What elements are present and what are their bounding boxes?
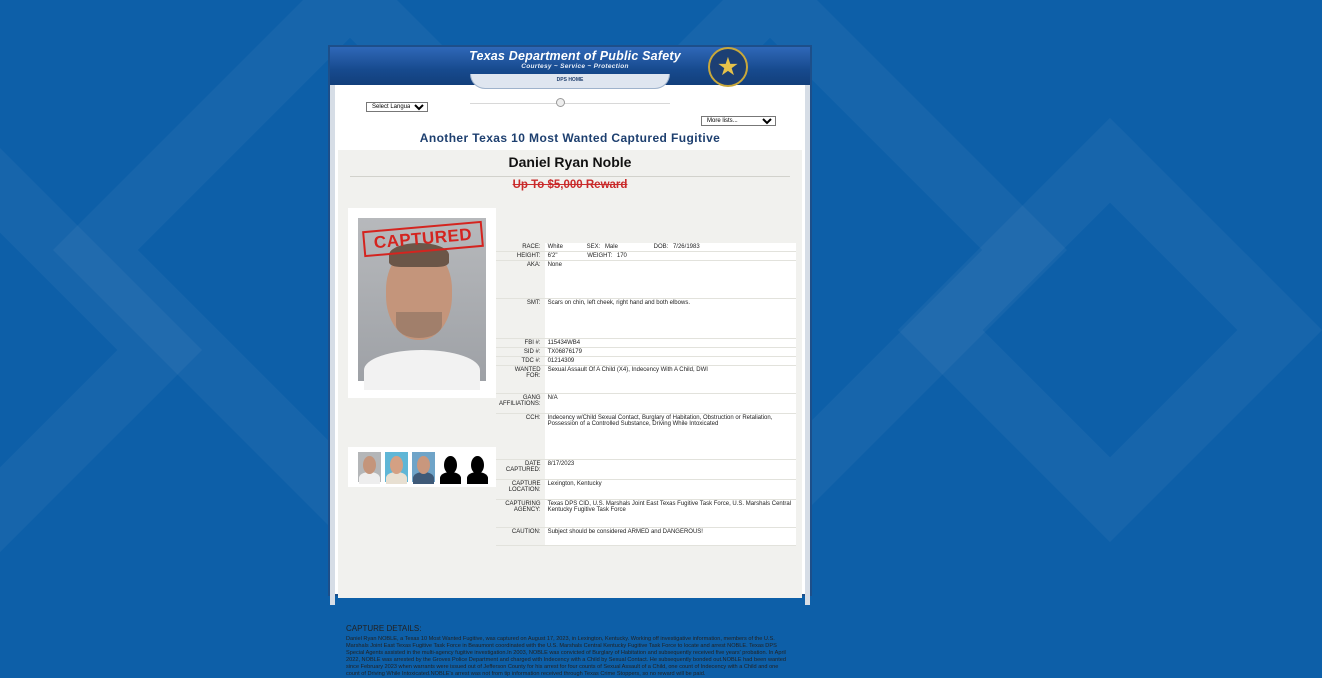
wanted-value: Sexual Assault Of A Child (X4), Indecency With A Child, DWI [545,366,796,394]
caution-value: Subject should be considered ARMED and DANGEROUS! [545,528,796,546]
thumbnail-5-silhouette[interactable] [466,452,489,482]
star-icon: ★ [716,53,740,81]
thumbnail-4-silhouette[interactable] [439,452,462,482]
race-text: White [547,244,563,250]
fbi-label: FBI #: [496,339,545,348]
capturing-agency-value: Texas DPS CID, U.S. Marshals Joint East Texas Fugitive Task Force, U.S. Marshals Central Kentucky Fugitive Task Force [545,500,796,528]
caution-label: CAUTION: [496,528,545,546]
tdc-value: 01214309 [545,357,796,366]
race-label: RACE: [496,243,545,252]
fbi-value: 115434WB4 [545,339,796,348]
fugitive-details-table [496,243,796,546]
height-value [545,252,796,261]
dps-home-link[interactable]: DPS HOME [556,77,584,83]
table-row [496,299,796,339]
date-captured-value: 8/17/2023 [545,460,796,480]
sid-value: TX06876179 [545,348,796,357]
table-row [496,357,796,366]
right-margin-band [805,85,810,605]
sex-label: SEX: [586,244,601,250]
fugitive-profile [338,150,802,677]
table-row [496,339,796,348]
table-row [496,528,796,546]
photo-beard [396,312,442,338]
language-select[interactable] [366,102,428,112]
dob-value: 7/26/1983 [672,244,700,250]
tdc-label: TDC #: [496,357,545,366]
thumb-face [390,456,403,474]
table-row [496,500,796,528]
thumb-face [471,456,484,474]
thumb-face [417,456,430,474]
site-motto: Courtesy ~ Service ~ Protection [521,63,629,70]
fugitive-name: Daniel Ryan Noble [508,154,632,170]
smt-value: Scars on chin, left cheek, right hand and both elbows. [545,299,796,339]
wanted-label: WANTED FOR: [496,366,545,394]
height-label: HEIGHT: [496,252,545,261]
capture-location-value: Lexington, Kentucky [545,480,796,500]
race-value [545,243,796,252]
captured-stamp: CAPTURED [362,221,484,257]
aka-label: AKA: [496,261,545,299]
table-row [496,394,796,414]
thumb-face [363,456,376,474]
mugshot-frame [348,208,496,398]
thumbnail-2[interactable] [385,452,408,482]
dps-seal-logo [708,47,748,87]
left-margin-band [330,85,335,605]
table-row [496,252,796,261]
page-headline: Another Texas 10 Most Wanted Captured Fugitive [419,131,721,145]
table-row [496,348,796,357]
date-captured-label: DATE CAPTURED: [496,460,545,480]
home-tab [470,74,670,89]
aka-value: None [545,261,796,299]
thumbnail-1[interactable] [358,452,381,482]
table-row [496,480,796,500]
capturing-agency-label: CAPTURING AGENCY: [496,500,545,528]
height-text: 6'2" [547,253,558,259]
sid-label: SID #: [496,348,545,357]
table-row [496,366,796,394]
mugshot-photo[interactable] [358,218,486,381]
ornament-icon [556,98,565,107]
thumb-face [444,456,457,474]
capture-location-label: CAPTURE LOCATION: [496,480,545,500]
weight-value: 170 [616,253,627,259]
photo-shirt [364,350,480,390]
cch-value: Indecency w/Child Sexual Contact, Burglary of Habitation, Obstruction or Retaliation, Possession of a Controlled Substance, Driving While Intoxicated [545,414,796,460]
sex-value: Male [604,244,618,250]
smt-label: SMT: [496,299,545,339]
table-row [496,243,796,252]
cch-label: CCH: [496,414,545,460]
divider [470,103,670,104]
gang-label: GANG AFFILIATIONS: [496,394,545,414]
gang-value: N/A [545,394,796,414]
table-row [496,414,796,460]
table-row [496,460,796,480]
more-lists-select[interactable] [701,116,776,126]
capture-details-heading: CAPTURE DETAILS: [346,624,422,633]
photo-thumbnails [348,447,496,487]
weight-label: WEIGHT: [587,253,613,259]
site-title: Texas Department of Public Safety [469,49,681,63]
capture-details-text: Daniel Ryan NOBLE, a Texas 10 Most Wanted Fugitive, was captured on August 17, 2023, in Lexington, Kentucky. Working off investigative information, members of the U.S. Marshals Joint East Texas Fugitive Task Force in Beaumont coordinated with the U.S. Marshals Central Kentucky Fugitive Task Force to locate and arrest NOBLE. Texas DPS Special Agents assisted in the multi-agency fugitive investigation.In 2003, NOBLE was convicted of Burglary of Habitation and subsequently received five years' probation. In April 2022, NOBLE was arrested by the Groves Police Department and charged with Indecency with a Child by Sexual Contact. He subsequently bonded out.NOBLE had been wanted since February 2023 when warrants were issued out of Jefferson County for his arrest for four counts of Sexual Assault of a Child, one count of Indecency with a Child and one count of Driving While Intoxicated.NOBLE's arrest was not from tip information received through Texas Crime Stoppers, so no reward will be paid. [346,636,786,677]
dob-label: DOB: [653,244,669,250]
thumbnail-3[interactable] [412,452,435,482]
table-row [496,261,796,299]
web-page [328,45,812,677]
reward-amount: Up To $5,000 Reward [512,179,628,191]
divider [350,176,790,177]
